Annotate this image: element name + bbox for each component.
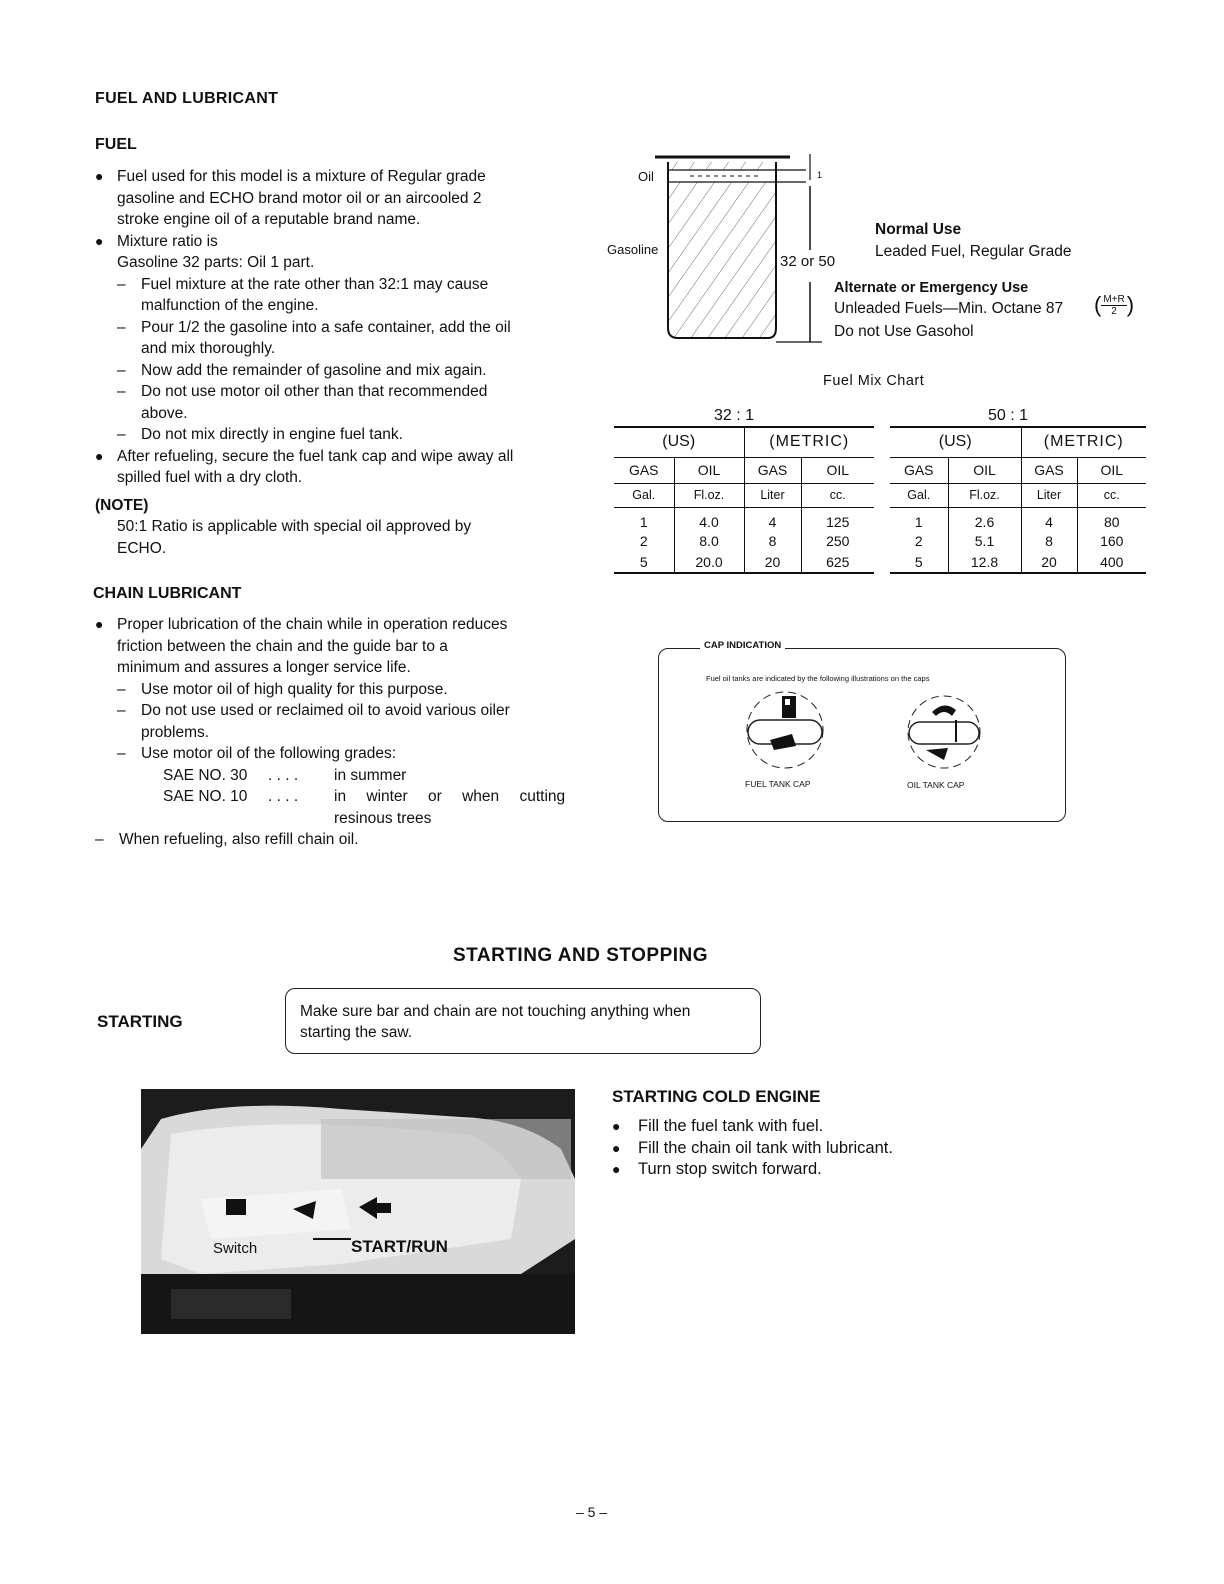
text-line: minimum and assures a longer service life. xyxy=(117,659,411,676)
chart-caption: Fuel Mix Chart xyxy=(823,373,925,389)
page-number: – 5 – xyxy=(576,1504,608,1520)
note-text xyxy=(95,516,578,559)
column-group-metric: (METRIC) xyxy=(1021,427,1146,457)
table-cell: 4.0 xyxy=(674,507,744,531)
text-line: above. xyxy=(141,404,188,422)
list-item: ● Fill the chain oil tank with lubricant. xyxy=(612,1138,893,1160)
text-line: 50:1 Ratio is applicable with special oil approved by xyxy=(117,518,472,535)
text-line: Proper lubrication of the chain while in operation reduces xyxy=(117,616,508,633)
table-cell: 4 xyxy=(1021,507,1077,531)
table-cell: 20 xyxy=(744,551,801,573)
text-line: and mix thoroughly. xyxy=(141,340,276,357)
fuel-heading: FUEL xyxy=(95,136,137,153)
list-item: ● Proper lubrication of the chain while in operation reduces friction between the chain and the guide bar to a minimum and assures a longer service life. – Use motor oil of high quality for this purpose. – Do not use used or reclaimed oil to avoid various oiler problems. – Use motor oil of the following grades: SAE NO. 30 . . . . in summer SAE NO. 10 . . . . in winter or when cutting resinous trees xyxy=(95,614,578,829)
table-cell: 2 xyxy=(890,531,948,551)
text-line: starting the saw. xyxy=(300,1024,413,1041)
text-line: Use motor oil of the following grades: xyxy=(141,745,397,762)
table-cell: 4 xyxy=(744,507,801,531)
ratio-50-label: 50 : 1 xyxy=(988,407,1029,424)
starting-stopping-title: STARTING AND STOPPING xyxy=(453,945,709,966)
column-header: GAS xyxy=(744,457,801,483)
table-cell: 250 xyxy=(826,533,850,549)
table-cell: 1 xyxy=(614,507,674,531)
text-line: spilled fuel with a dry cloth. xyxy=(117,469,303,486)
cap-indication-title: CAP INDICATION xyxy=(700,640,785,651)
gasoline-label: Gasoline xyxy=(607,242,659,257)
text-line: Mixture ratio is xyxy=(117,232,218,250)
list-item: ● Turn stop switch forward. xyxy=(612,1159,893,1181)
list-item: ● Fuel used for this model is a mixture of Regular grade gasoline and ECHO brand motor oil or an aircooled 2 stroke engine oil of a reputable brand name. xyxy=(95,166,578,231)
oil-tank-cap-icon xyxy=(904,692,984,774)
column-header: OIL xyxy=(948,457,1021,483)
text-line: problems. xyxy=(141,723,210,741)
grade-name: SAE NO. 10 xyxy=(163,788,248,805)
text-line: Do not use used or reclaimed oil to avoid various oiler xyxy=(141,702,510,719)
grade-row xyxy=(117,786,565,808)
leaded-fuel-text: Leaded Fuel, Regular Grade xyxy=(875,243,1072,260)
fuel-text xyxy=(95,166,578,559)
formula-denominator: 2 xyxy=(1111,305,1117,317)
oil-tank-cap-label: OIL TANK CAP xyxy=(907,780,965,790)
table-cell: 5 xyxy=(890,551,948,573)
table-cell: 20.0 xyxy=(674,551,744,573)
grade-use: in summer xyxy=(334,766,407,784)
text-line: Use motor oil of high quality for this purpose. xyxy=(141,680,448,698)
step-text: Fill the chain oil tank with lubricant. xyxy=(638,1138,893,1157)
unit-cell: cc. xyxy=(801,483,874,507)
list-item: – Pour 1/2 the gasoline into a safe container, add the oil and mix thoroughly. xyxy=(117,317,511,360)
unit-cell: Liter xyxy=(744,483,801,507)
table-row xyxy=(614,457,1146,483)
column-header: GAS xyxy=(1021,457,1077,483)
table-cell: 5.1 xyxy=(948,531,1021,551)
table-row xyxy=(614,531,1146,551)
one-part-label: 1 xyxy=(817,170,823,180)
text-line: Make sure bar and chain are not touching anything when xyxy=(300,1003,691,1020)
switch-photo xyxy=(141,1089,575,1334)
text-line: Now add the remainder of gasoline and mix again. xyxy=(141,361,487,379)
text-line: Fuel used for this model is a mixture of Regular grade xyxy=(117,168,486,185)
grade-use-cont: resinous trees xyxy=(334,809,432,827)
fuel-tank-cap-label: FUEL TANK CAP xyxy=(745,779,811,789)
table-row xyxy=(614,427,1146,457)
column-group-us: (US) xyxy=(614,427,744,457)
list-item: ● After refueling, secure the fuel tank cap and wipe away all spilled fuel with a dry cloth. xyxy=(95,446,578,489)
list-item: – Use motor oil of the following grades: xyxy=(117,743,565,765)
normal-use-heading: Normal Use xyxy=(875,221,962,238)
unit-cell: Fl.oz. xyxy=(948,483,1021,507)
table-cell: 1 xyxy=(890,507,948,531)
text-line: friction between the chain and the guide bar to a xyxy=(117,637,448,655)
table-row xyxy=(614,507,1146,531)
table-cell: 80 xyxy=(1103,514,1120,531)
step-text: Fill the fuel tank with fuel. xyxy=(638,1117,824,1135)
text-line: After refueling, secure the fuel tank cap and wipe away all xyxy=(117,447,514,465)
octane-formula: ( $\frac{M+R}{2}$ ) xyxy=(1094,292,1135,317)
table-cell: 160 xyxy=(1100,533,1124,549)
warning-box xyxy=(285,988,761,1054)
ratio-label: 32 or 50 xyxy=(780,253,836,270)
grade-name: SAE NO. 30 xyxy=(163,766,248,784)
table-row xyxy=(614,483,1146,507)
table-cell: 8 xyxy=(1021,531,1077,551)
column-header: GAS xyxy=(890,457,948,483)
table-cell: 20 xyxy=(1021,551,1077,573)
switch-label: Switch xyxy=(213,1240,258,1257)
list-item: ● Mixture ratio is Gasoline 32 parts: Oil 1 part. – Fuel mixture at the rate other than 32:1 may cause malfunction of the engine. – Pour 1/2 the gasoline into a safe container, add the oil and mix thoroughly. – Now add the remainder of gasoline and mix again. – Do not use motor oil other than that recommended above. – Do not mix directly in engine fuel tank. xyxy=(95,231,578,446)
column-header: OIL xyxy=(674,457,744,483)
ratio-32-label: 32 : 1 xyxy=(714,407,755,424)
column-group-us: (US) xyxy=(890,427,1021,457)
unit-cell: cc. xyxy=(1077,483,1146,507)
text-line: Fuel mixture at the rate other than 32:1 may cause xyxy=(141,275,489,293)
grade-dots: . . . . xyxy=(268,766,299,784)
start-run-label: START/RUN xyxy=(351,1237,448,1256)
fuel-mix-table xyxy=(614,426,1146,574)
grade-dots: . . . . xyxy=(268,788,299,805)
unleaded-fuel-text: Unleaded Fuels—Min. Octane 87 xyxy=(834,300,1064,317)
text-line: Gasoline 32 parts: Oil 1 part. xyxy=(117,254,315,271)
table-cell: 125 xyxy=(826,514,850,531)
list-item: – Use motor oil of high quality for this purpose. xyxy=(117,679,565,701)
cold-engine-steps xyxy=(612,1116,893,1181)
list-item: – When refueling, also refill chain oil. xyxy=(95,829,578,851)
note-heading: (NOTE) xyxy=(95,496,149,514)
gasohol-text: Do not Use Gasohol xyxy=(834,323,974,340)
table-cell: 2.6 xyxy=(948,507,1021,531)
column-header: OIL xyxy=(801,457,874,483)
table-cell: 5 xyxy=(614,551,674,573)
grade-use: in winter or when cutting xyxy=(334,788,566,805)
list-item: – Do not use used or reclaimed oil to avoid various oiler problems. xyxy=(117,700,565,743)
text-line: Do not use motor oil other than that recommended xyxy=(141,383,488,400)
table-cell: 2 xyxy=(614,531,674,551)
table-cell: 625 xyxy=(801,551,874,573)
list-item: ● Fill the fuel tank with fuel. xyxy=(612,1116,893,1138)
table-cell: 8 xyxy=(744,531,801,551)
cap-indication-desc: Fuel oil tanks are indicated by the following illustrations on the caps xyxy=(706,674,930,683)
table-cell: 12.8 xyxy=(948,551,1021,573)
text-line: gasoline and ECHO brand motor oil or an aircooled 2 xyxy=(117,189,482,207)
table-cell: 400 xyxy=(1077,551,1146,573)
column-header: GAS xyxy=(614,457,674,483)
text-line: ECHO. xyxy=(117,539,167,557)
list-item: – Do not mix directly in engine fuel tank. xyxy=(117,424,511,446)
text-line: stroke engine oil of a reputable brand name. xyxy=(117,211,421,228)
list-item: – Do not use motor oil other than that recommended above. xyxy=(117,381,511,424)
cold-engine-heading: STARTING COLD ENGINE xyxy=(612,1087,821,1106)
unit-cell: Liter xyxy=(1021,483,1077,507)
formula-numerator: M+R xyxy=(1103,293,1125,305)
column-header: OIL xyxy=(1077,457,1146,483)
oil-label: Oil xyxy=(638,169,654,184)
table-cell: 8.0 xyxy=(674,531,744,551)
step-text: Turn stop switch forward. xyxy=(638,1160,822,1178)
grade-row xyxy=(117,765,565,787)
text-line: When refueling, also refill chain oil. xyxy=(119,831,359,848)
section-title: FUEL AND LUBRICANT xyxy=(95,90,279,107)
unit-cell: Gal. xyxy=(890,483,948,507)
chain-text xyxy=(95,614,578,851)
starting-heading: STARTING xyxy=(97,1012,183,1031)
table-row xyxy=(614,551,1146,573)
text-line: Pour 1/2 the gasoline into a safe container, add the oil xyxy=(141,318,511,336)
photo-illustration xyxy=(141,1089,575,1334)
unit-cell: Gal. xyxy=(614,483,674,507)
unit-cell: Fl.oz. xyxy=(674,483,744,507)
fuel-tank-cap-icon xyxy=(740,690,830,775)
alternate-use-heading: Alternate or Emergency Use xyxy=(834,280,1029,296)
text-line: Do not mix directly in engine fuel tank. xyxy=(141,426,403,443)
text-line: malfunction of the engine. xyxy=(141,297,319,314)
list-item: – Now add the remainder of gasoline and mix again. xyxy=(117,360,511,382)
column-group-metric: (METRIC) xyxy=(744,427,874,457)
list-item: – Fuel mixture at the rate other than 32:1 may cause malfunction of the engine. xyxy=(117,274,511,317)
chain-heading: CHAIN LUBRICANT xyxy=(93,585,242,602)
